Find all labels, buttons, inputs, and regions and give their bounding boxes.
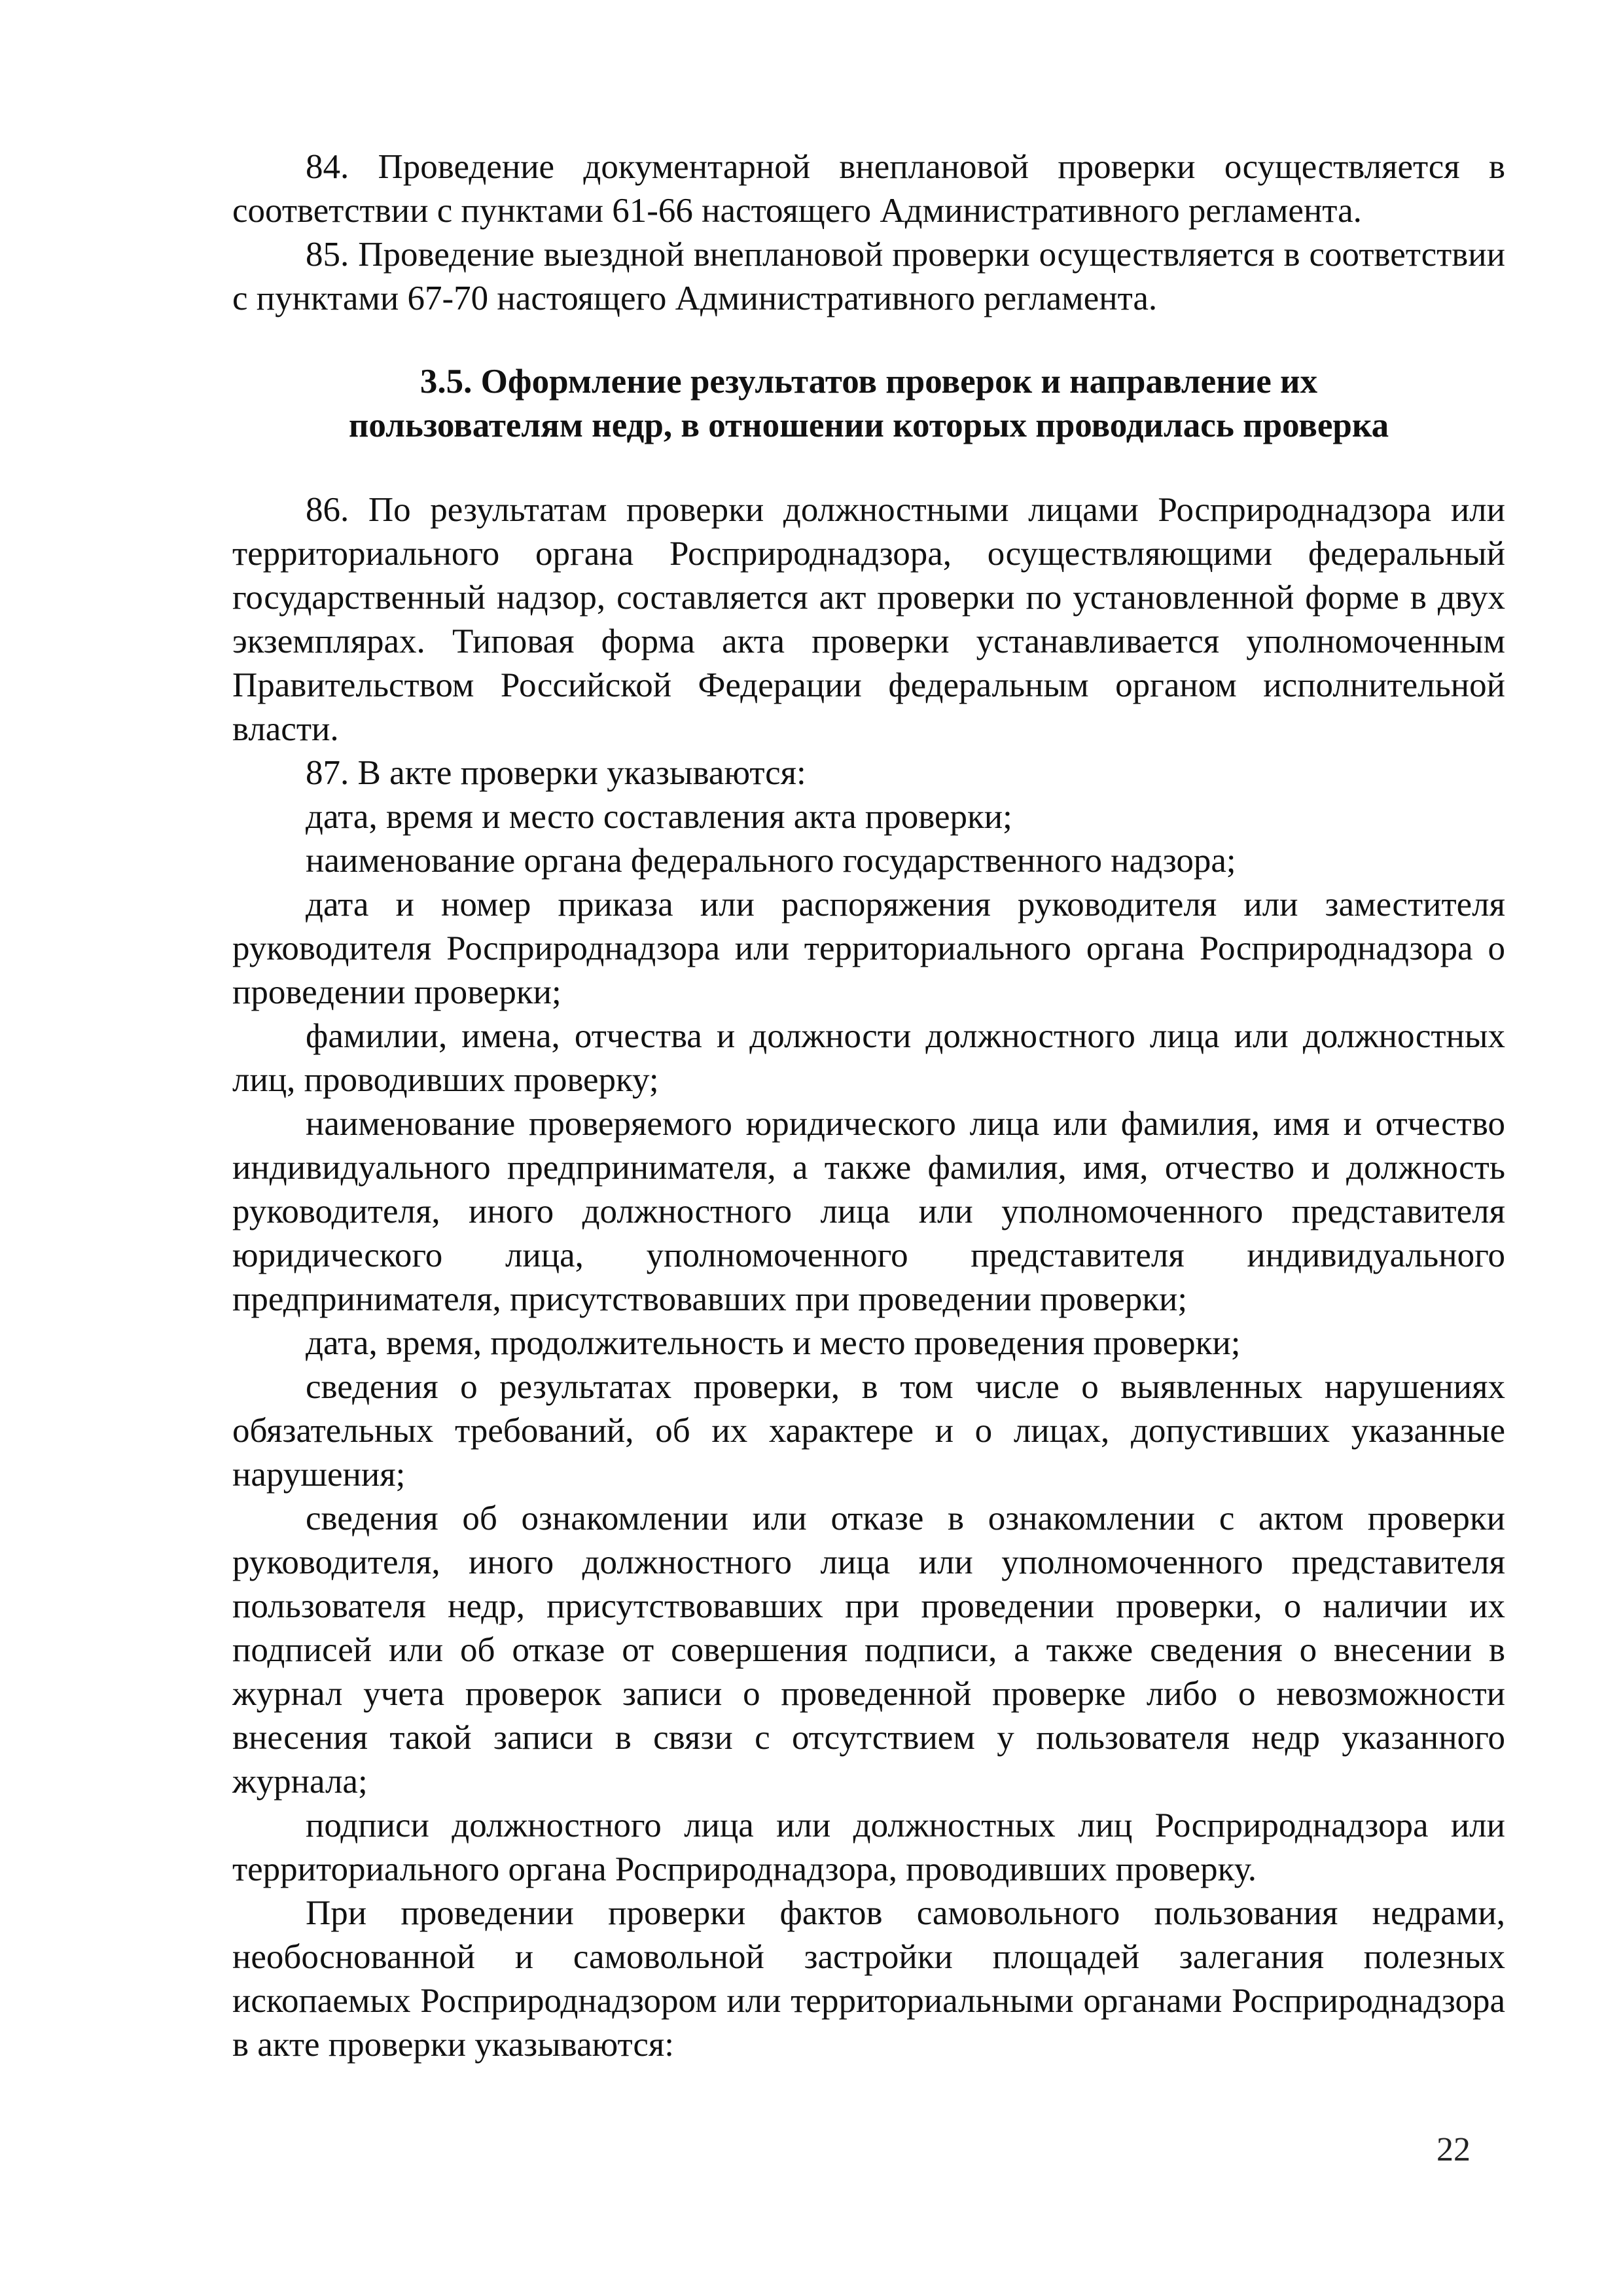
paragraph-unauthorized-use: При проведении проверки фактов самовольного пользования недрами, необоснованной и самовольной застройки площадей залегания полезных ископаемых Росприроднадзором или территориальными органами Росприроднадзора в акте проверки указываются: [232,1894,1505,2064]
paragraph-87: 87. В акте проверки указываются: [306,754,806,792]
section-heading-line-1: 3.5. Оформление результатов проверок и направление их [419,363,1318,401]
list-item: сведения об ознакомлении или отказе в ознакомлении с актом проверки руководителя, иного должностного лица или уполномоченного представителя пользователя недр, присутствовавших при проведении проверки, о наличии их подписей или об отказе от совершения подписи, а также сведения о внесении в журнал учета проверок записи о проведенной проверке либо о невозможности внесения такой записи в связи с отсутствием у пользователя недр указанного журнала; [232,1499,1505,1801]
document-page [232,145,1505,2067]
paragraph-86: 86. По результатам проверки должностными лицами Росприроднадзора или территориального органа Росприроднадзора, осуществляющими федеральный государственный надзор, составляется акт проверки по установленной форме в двух экземплярах. Типовая форма акта проверки устанавливается уполномоченным Правительством Российской Федерации федеральным органом исполнительной власти. [232,491,1505,748]
list-item: наименование органа федерального государственного надзора; [306,842,1236,880]
list-item: дата, время, продолжительность и место проведения проверки; [306,1324,1241,1362]
list-item: дата, время и место составления акта проверки; [306,798,1012,836]
list-item: наименование проверяемого юридического лица или фамилия, имя и отчество индивидуального предпринимателя, а также фамилия, имя, отчество и должность руководителя, иного должностного лица или уполномоченного представителя юридического лица, уполномоченного представителя индивидуального предпринимателя, присутствовавших при проведении проверки; [232,1105,1505,1318]
list-item: дата и номер приказа или распоряжения руководителя или заместителя руководителя Росприроднадзора или территориального органа Росприроднадзора о проведении проверки; [232,886,1505,1011]
section-heading-line-2: пользователям недр, в отношении которых проводилась проверка [348,406,1389,444]
section-heading [232,360,1505,448]
page-number: 22 [1436,2131,1471,2168]
list-item: фамилии, имена, отчества и должности должностного лица или должностных лиц, проводивших проверку; [232,1017,1505,1099]
list-item: подписи должностного лица или должностных лиц Росприроднадзора или территориального органа Росприроднадзора, проводивших проверку. [232,1806,1505,1888]
paragraph-84: 84. Проведение документарной внеплановой проверки осуществляется в соответствии с пунктами 61-66 настоящего Административного регламента. [232,148,1505,230]
spacer [232,448,1505,488]
spacer [232,321,1505,360]
list-item: сведения о результатах проверки, в том числе о выявленных нарушениях обязательных требований, об их характере и о лицах, допустивших указанные нарушения; [232,1368,1505,1494]
paragraph-85: 85. Проведение выездной внеплановой проверки осуществляется в соответствии с пунктами 67-70 настоящего Административного регламента. [232,236,1505,317]
